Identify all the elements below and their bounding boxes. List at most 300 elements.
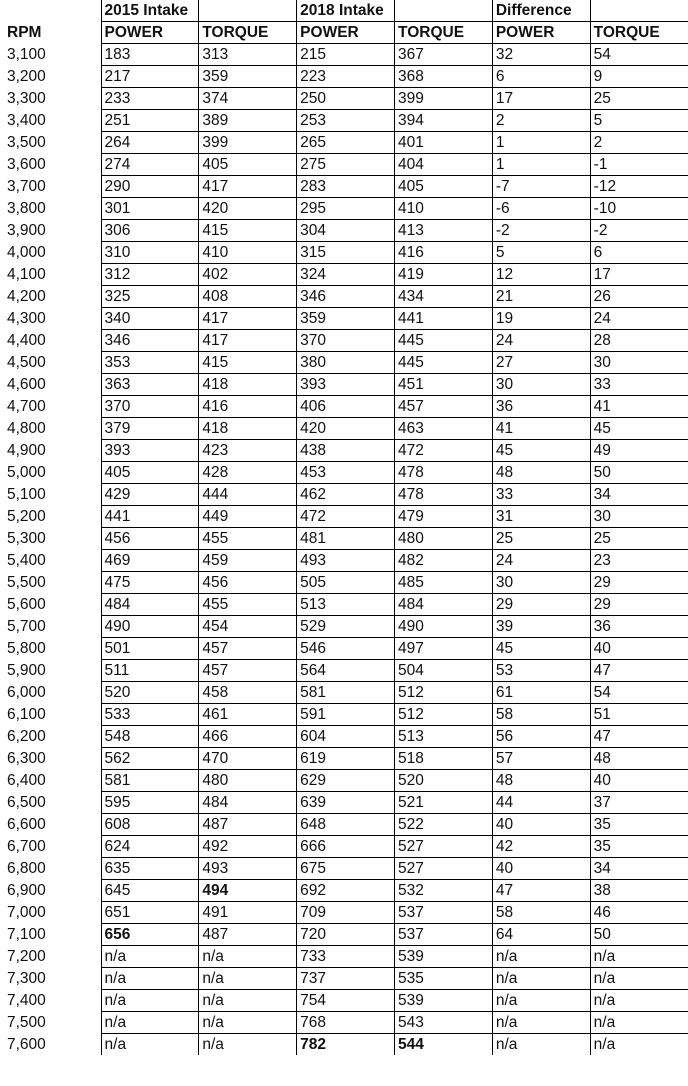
cell-rpm: 4,800 [4,418,101,440]
table-row [4,946,688,968]
cell-torque-2018: 394 [395,110,493,132]
cell-torque-2015: 399 [199,132,297,154]
cell-power-2015: 370 [101,396,199,418]
cell-power-diff: n/a [492,1034,590,1056]
table-row [4,88,688,110]
column-header-power-2015: POWER [101,22,199,44]
cell-power-2018: 406 [297,396,395,418]
cell-power-2015: 520 [101,682,199,704]
cell-rpm: 5,700 [4,616,101,638]
cell-power-diff: 36 [492,396,590,418]
cell-power-diff: 2 [492,110,590,132]
cell-power-2018: 581 [297,682,395,704]
cell-power-2018: 529 [297,616,395,638]
cell-torque-diff: 29 [590,572,688,594]
table-row [4,528,688,550]
cell-torque-diff: -10 [590,198,688,220]
column-header-power-diff: POWER [492,22,590,44]
cell-power-2018: 472 [297,506,395,528]
cell-torque-diff: 29 [590,594,688,616]
cell-power-diff: 58 [492,704,590,726]
cell-torque-2015: 418 [199,374,297,396]
cell-torque-2015: 484 [199,792,297,814]
cell-torque-2018: 404 [395,154,493,176]
cell-torque-diff: n/a [590,946,688,968]
cell-power-2015: 325 [101,286,199,308]
cell-power-2015: 656 [101,924,199,946]
cell-power-2018: 380 [297,352,395,374]
cell-power-2015: 533 [101,704,199,726]
cell-rpm: 5,300 [4,528,101,550]
cell-rpm: 3,300 [4,88,101,110]
cell-power-2015: 429 [101,484,199,506]
table-row [4,572,688,594]
cell-rpm: 5,500 [4,572,101,594]
cell-power-2018: 782 [297,1034,395,1056]
cell-power-2018: 639 [297,792,395,814]
cell-power-2015: 490 [101,616,199,638]
cell-torque-2018: 537 [395,924,493,946]
cell-power-2018: 346 [297,286,395,308]
cell-torque-2018: 413 [395,220,493,242]
group-header-cell: 2018 Intake [297,0,395,22]
table-row [4,704,688,726]
cell-power-2015: n/a [101,1012,199,1034]
cell-torque-diff: n/a [590,1012,688,1034]
cell-power-diff: 30 [492,572,590,594]
cell-rpm: 5,400 [4,550,101,572]
cell-power-2018: 629 [297,770,395,792]
cell-torque-diff: 47 [590,726,688,748]
cell-power-diff: 6 [492,66,590,88]
cell-rpm: 5,800 [4,638,101,660]
cell-power-2018: 733 [297,946,395,968]
cell-torque-2015: 359 [199,66,297,88]
table-row [4,682,688,704]
cell-rpm: 4,200 [4,286,101,308]
cell-power-diff: 1 [492,132,590,154]
cell-torque-2018: 445 [395,352,493,374]
cell-torque-2018: 504 [395,660,493,682]
cell-power-2015: 379 [101,418,199,440]
cell-rpm: 5,600 [4,594,101,616]
cell-torque-2015: 466 [199,726,297,748]
cell-power-diff: 32 [492,44,590,66]
cell-torque-2018: 539 [395,946,493,968]
cell-power-diff: 45 [492,638,590,660]
cell-power-diff: 44 [492,792,590,814]
cell-power-2015: 393 [101,440,199,462]
table-row [4,990,688,1012]
cell-power-diff: 27 [492,352,590,374]
cell-rpm: 4,600 [4,374,101,396]
cell-power-diff: 48 [492,462,590,484]
cell-power-diff: 25 [492,528,590,550]
table-row [4,154,688,176]
cell-torque-2018: 416 [395,242,493,264]
cell-torque-2018: 532 [395,880,493,902]
cell-power-diff: n/a [492,946,590,968]
table-row [4,44,688,66]
group-header-cell [199,0,297,22]
cell-power-diff: 56 [492,726,590,748]
cell-power-diff: 45 [492,440,590,462]
cell-torque-diff: 54 [590,682,688,704]
table-row [4,462,688,484]
cell-power-2018: 420 [297,418,395,440]
table-row [4,242,688,264]
cell-power-2018: 295 [297,198,395,220]
cell-power-2018: 481 [297,528,395,550]
table-row [4,264,688,286]
table-row [4,374,688,396]
cell-torque-2015: 418 [199,418,297,440]
cell-power-2018: 250 [297,88,395,110]
cell-rpm: 6,100 [4,704,101,726]
cell-rpm: 4,500 [4,352,101,374]
cell-torque-2018: 405 [395,176,493,198]
table-row [4,396,688,418]
cell-rpm: 4,300 [4,308,101,330]
cell-power-diff: 53 [492,660,590,682]
cell-torque-2015: 416 [199,396,297,418]
cell-torque-2018: 472 [395,440,493,462]
cell-torque-2015: 456 [199,572,297,594]
cell-torque-2015: 459 [199,550,297,572]
cell-power-diff: 48 [492,770,590,792]
cell-torque-diff: 28 [590,330,688,352]
cell-power-diff: 39 [492,616,590,638]
cell-torque-2015: 417 [199,330,297,352]
cell-torque-diff: 23 [590,550,688,572]
cell-power-2018: 619 [297,748,395,770]
cell-power-2015: 217 [101,66,199,88]
cell-rpm: 5,000 [4,462,101,484]
cell-power-2015: 310 [101,242,199,264]
cell-rpm: 4,900 [4,440,101,462]
table-row [4,748,688,770]
cell-power-2018: 564 [297,660,395,682]
cell-torque-2015: 449 [199,506,297,528]
cell-rpm: 6,700 [4,836,101,858]
cell-torque-2018: 399 [395,88,493,110]
cell-power-2018: 648 [297,814,395,836]
cell-torque-diff: 9 [590,66,688,88]
table-row [4,132,688,154]
cell-power-2018: 546 [297,638,395,660]
cell-power-2018: 462 [297,484,395,506]
cell-torque-2018: 537 [395,902,493,924]
cell-power-2018: 275 [297,154,395,176]
column-header-torque-2018: TORQUE [395,22,493,44]
cell-power-2018: 513 [297,594,395,616]
cell-power-2015: n/a [101,1034,199,1056]
cell-torque-2018: 478 [395,484,493,506]
cell-torque-2015: 491 [199,902,297,924]
cell-power-2018: 505 [297,572,395,594]
cell-power-2015: 645 [101,880,199,902]
table-row [4,330,688,352]
cell-power-2015: n/a [101,990,199,1012]
cell-torque-2015: 444 [199,484,297,506]
cell-torque-2018: 482 [395,550,493,572]
cell-power-2018: 393 [297,374,395,396]
cell-torque-diff: 45 [590,418,688,440]
cell-power-2015: 562 [101,748,199,770]
cell-torque-2018: 434 [395,286,493,308]
cell-torque-diff: n/a [590,968,688,990]
cell-power-2015: 183 [101,44,199,66]
table-row [4,1012,688,1034]
cell-torque-2015: 492 [199,836,297,858]
cell-power-2018: 692 [297,880,395,902]
table-row [4,176,688,198]
cell-torque-2015: 423 [199,440,297,462]
cell-torque-diff: 41 [590,396,688,418]
table-row [4,814,688,836]
cell-torque-2015: 494 [199,880,297,902]
cell-power-diff: 40 [492,814,590,836]
cell-rpm: 3,200 [4,66,101,88]
cell-power-2018: 438 [297,440,395,462]
cell-rpm: 7,100 [4,924,101,946]
cell-power-2018: 223 [297,66,395,88]
table-row [4,902,688,924]
cell-rpm: 3,800 [4,198,101,220]
cell-power-diff: 30 [492,374,590,396]
cell-torque-diff: 17 [590,264,688,286]
column-header-torque-diff: TORQUE [590,22,688,44]
cell-torque-2015: 458 [199,682,297,704]
cell-torque-diff: 24 [590,308,688,330]
cell-torque-2018: 513 [395,726,493,748]
cell-torque-diff: 50 [590,462,688,484]
cell-rpm: 7,400 [4,990,101,1012]
cell-power-2015: 301 [101,198,199,220]
cell-torque-2015: 402 [199,264,297,286]
column-header-power-2018: POWER [297,22,395,44]
cell-rpm: 7,200 [4,946,101,968]
cell-rpm: 5,900 [4,660,101,682]
cell-torque-diff: 37 [590,792,688,814]
table-row [4,550,688,572]
cell-power-2018: 324 [297,264,395,286]
cell-torque-diff: 54 [590,44,688,66]
table-row [4,440,688,462]
cell-torque-2015: 461 [199,704,297,726]
cell-power-diff: 61 [492,682,590,704]
cell-torque-2015: n/a [199,990,297,1012]
group-header-cell: Difference [492,0,590,22]
cell-torque-2018: 512 [395,682,493,704]
cell-torque-2018: 457 [395,396,493,418]
cell-power-2015: n/a [101,968,199,990]
cell-torque-2015: 428 [199,462,297,484]
cell-torque-2018: 520 [395,770,493,792]
cell-torque-2015: 389 [199,110,297,132]
cell-torque-2018: 490 [395,616,493,638]
cell-torque-2015: n/a [199,946,297,968]
cell-torque-diff: 49 [590,440,688,462]
table-row [4,418,688,440]
cell-torque-2015: 493 [199,858,297,880]
cell-rpm: 6,400 [4,770,101,792]
cell-torque-2018: 367 [395,44,493,66]
cell-torque-2018: 527 [395,858,493,880]
cell-power-2015: 624 [101,836,199,858]
cell-torque-2015: 420 [199,198,297,220]
cell-power-2015: 608 [101,814,199,836]
cell-rpm: 4,700 [4,396,101,418]
cell-torque-diff: 26 [590,286,688,308]
table-row [4,66,688,88]
cell-torque-2018: 419 [395,264,493,286]
table-row [4,594,688,616]
cell-power-2018: 604 [297,726,395,748]
cell-power-diff: n/a [492,1012,590,1034]
cell-torque-2018: 539 [395,990,493,1012]
table-row [4,506,688,528]
cell-power-2015: 306 [101,220,199,242]
cell-rpm: 7,600 [4,1034,101,1056]
cell-torque-diff: 34 [590,858,688,880]
cell-power-2015: 651 [101,902,199,924]
cell-power-2015: 456 [101,528,199,550]
cell-torque-diff: 35 [590,836,688,858]
cell-power-diff: 64 [492,924,590,946]
cell-torque-diff: 47 [590,660,688,682]
cell-torque-2015: n/a [199,1034,297,1056]
cell-torque-diff: 5 [590,110,688,132]
cell-power-diff: 47 [492,880,590,902]
cell-power-diff: 40 [492,858,590,880]
table-row [4,352,688,374]
table-row [4,924,688,946]
group-header-cell [395,0,493,22]
cell-power-2015: 340 [101,308,199,330]
cell-power-diff: 24 [492,550,590,572]
cell-power-2015: 595 [101,792,199,814]
cell-power-diff: n/a [492,968,590,990]
cell-power-2018: 720 [297,924,395,946]
cell-torque-2018: 480 [395,528,493,550]
cell-power-2015: n/a [101,946,199,968]
cell-power-diff: 1 [492,154,590,176]
cell-power-2015: 475 [101,572,199,594]
cell-torque-2018: 463 [395,418,493,440]
cell-power-2015: 635 [101,858,199,880]
cell-power-diff: 5 [492,242,590,264]
group-header-row [4,0,688,22]
group-header-cell [590,0,688,22]
cell-power-2018: 315 [297,242,395,264]
cell-power-2018: 709 [297,902,395,924]
cell-torque-2018: 512 [395,704,493,726]
column-header-torque-2015: TORQUE [199,22,297,44]
table-row [4,110,688,132]
cell-torque-2018: 518 [395,748,493,770]
cell-power-2015: 405 [101,462,199,484]
cell-torque-diff: 25 [590,528,688,550]
cell-power-2018: 215 [297,44,395,66]
cell-torque-2015: 415 [199,352,297,374]
cell-torque-2015: 408 [199,286,297,308]
cell-torque-diff: 48 [590,748,688,770]
cell-power-diff: 24 [492,330,590,352]
cell-rpm: 5,100 [4,484,101,506]
cell-torque-2015: 487 [199,814,297,836]
cell-power-2015: 274 [101,154,199,176]
cell-torque-2018: 527 [395,836,493,858]
column-header-rpm: RPM [4,22,101,44]
cell-rpm: 3,700 [4,176,101,198]
cell-power-diff: 31 [492,506,590,528]
cell-torque-2015: 454 [199,616,297,638]
cell-torque-2018: 478 [395,462,493,484]
cell-torque-diff: 6 [590,242,688,264]
cell-torque-2015: 417 [199,308,297,330]
table-row [4,880,688,902]
cell-torque-2018: 543 [395,1012,493,1034]
table-row [4,792,688,814]
cell-torque-2015: 480 [199,770,297,792]
cell-torque-2018: 410 [395,198,493,220]
table-row [4,616,688,638]
cell-torque-2018: 544 [395,1034,493,1056]
cell-torque-diff: n/a [593,1036,616,1053]
cell-torque-diff: 30 [590,506,688,528]
table-row [4,198,688,220]
cell-torque-2015: n/a [199,968,297,990]
table-row [4,770,688,792]
cell-power-diff: 17 [492,88,590,110]
cell-power-diff: 12 [492,264,590,286]
cell-rpm: 5,200 [4,506,101,528]
cell-rpm: 3,900 [4,220,101,242]
table-body [4,0,688,1055]
cell-torque-2015: 405 [199,154,297,176]
cell-torque-diff: 50 [590,924,688,946]
cell-power-2015: 233 [101,88,199,110]
cell-torque-diff: 51 [590,704,688,726]
cell-power-2018: 493 [297,550,395,572]
cell-rpm: 6,000 [4,682,101,704]
cell-rpm: 3,100 [4,44,101,66]
cell-power-2018: 370 [297,330,395,352]
cell-power-2018: 265 [297,132,395,154]
cell-power-diff: 42 [492,836,590,858]
cell-power-diff: n/a [492,990,590,1012]
cell-power-diff: -2 [492,220,590,242]
cell-torque-diff: -2 [590,220,688,242]
cell-power-2018: 453 [297,462,395,484]
cell-power-2015: 290 [101,176,199,198]
cell-rpm: 7,500 [4,1012,101,1034]
cell-rpm: 6,500 [4,792,101,814]
cell-rpm: 6,200 [4,726,101,748]
cell-rpm: 6,300 [4,748,101,770]
cell-rpm: 4,400 [4,330,101,352]
table-row [4,484,688,506]
cell-power-2018: 768 [297,1012,395,1034]
cell-power-2018: 666 [297,836,395,858]
cell-torque-2015: 470 [199,748,297,770]
cell-power-2018: 737 [297,968,395,990]
cell-power-2015: 548 [101,726,199,748]
cell-rpm: 7,300 [4,968,101,990]
cell-power-diff: 41 [492,418,590,440]
cell-torque-2015: 457 [199,660,297,682]
